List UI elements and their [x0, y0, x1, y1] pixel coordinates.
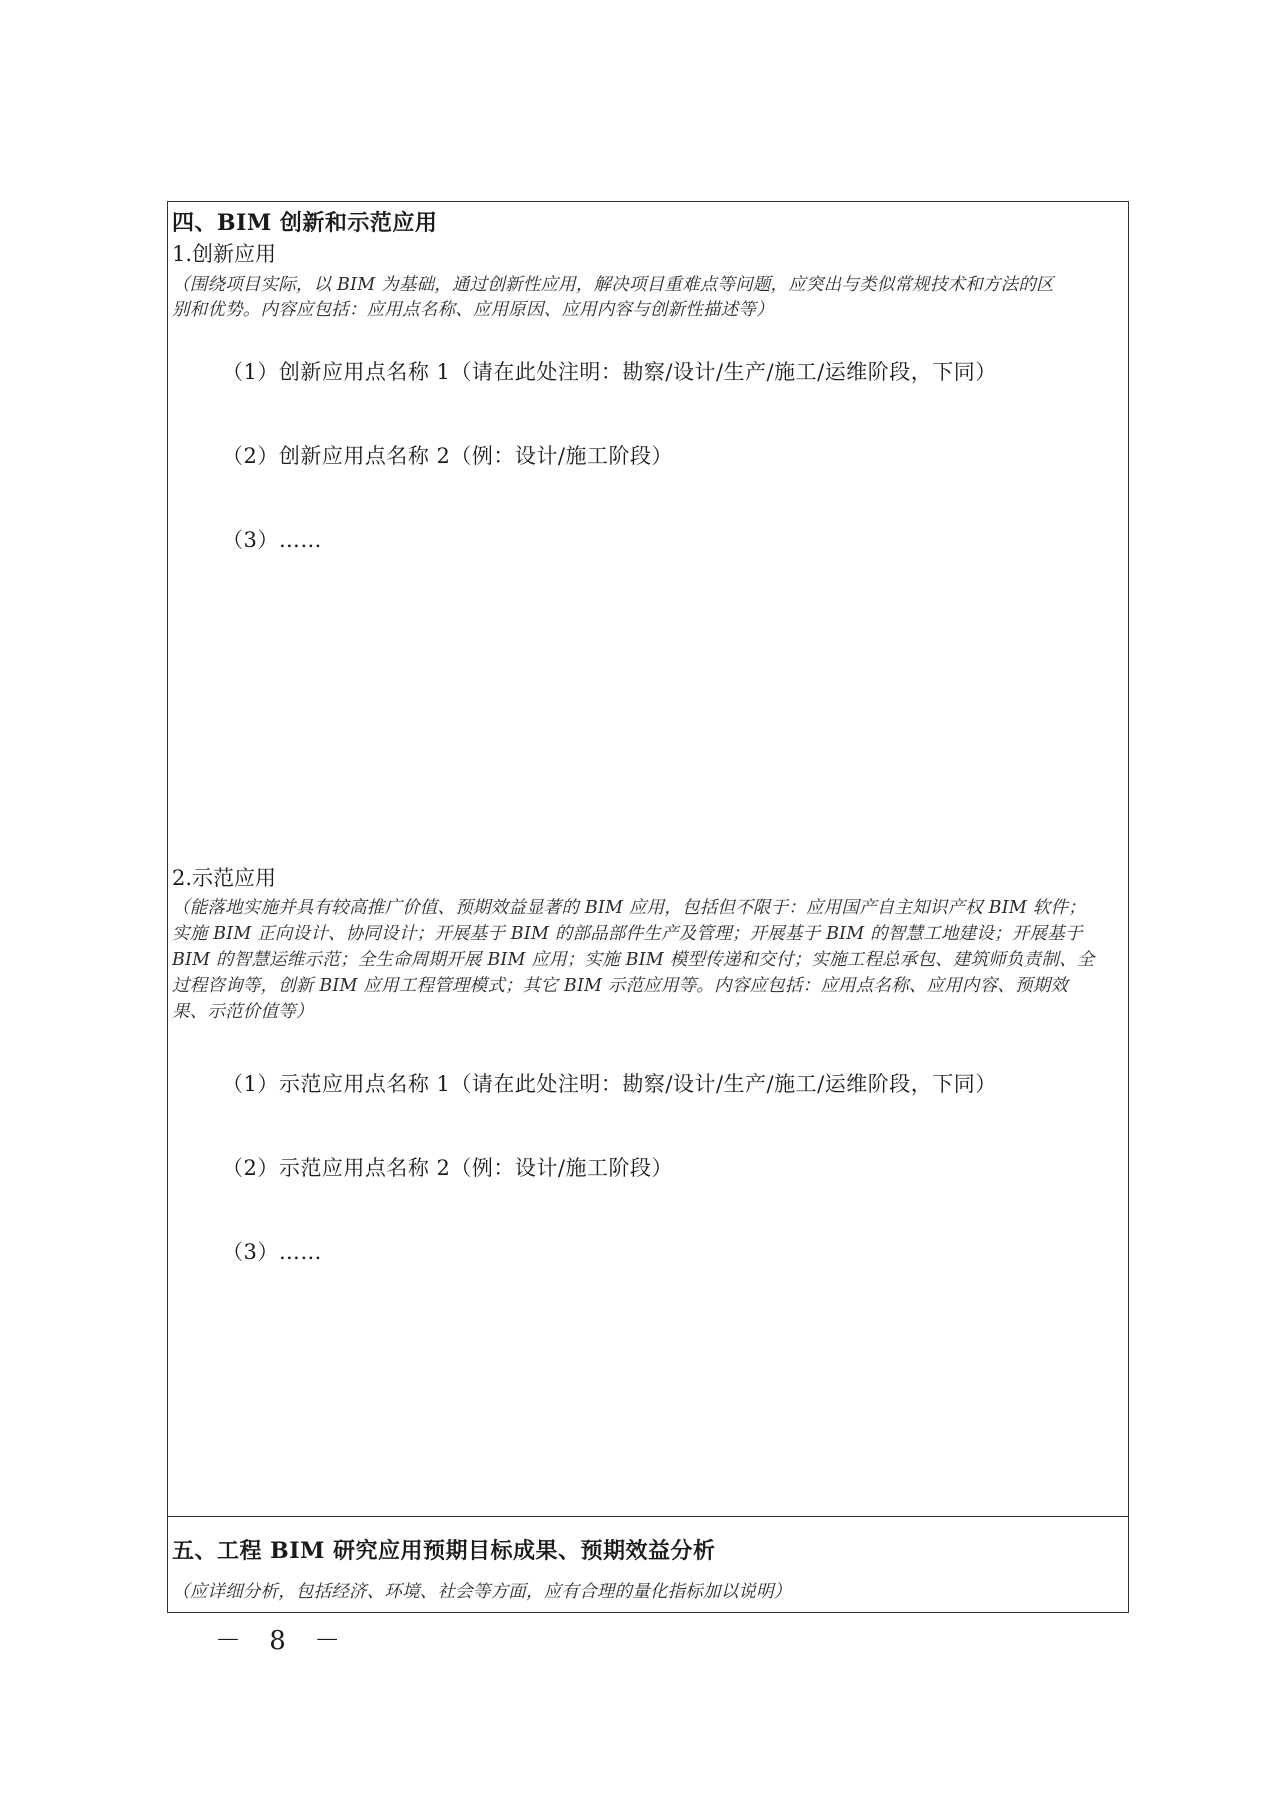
demonstration-title: 2.示范应用: [172, 866, 277, 890]
demonstration-item: （2）示范应用点名称 2（例：设计/施工阶段）: [222, 1156, 673, 1180]
demonstration-note-line: BIM 的智慧运维示范；全生命周期开展 BIM 应用；实施 BIM 模型传递和交付；实施工程总承包、建筑师负责制、全: [172, 950, 1095, 970]
demonstration-note-line: 过程咨询等，创新 BIM 应用工程管理模式；其它 BIM 示范应用等。内容应包括：应用点名称、应用内容、预期效: [172, 976, 1069, 996]
page-number: － 8 －: [215, 1626, 351, 1656]
section4-title: 四、BIM 创新和示范应用: [172, 210, 438, 236]
innovation-item: （2）创新应用点名称 2（例：设计/施工阶段）: [222, 444, 673, 468]
section-divider: [168, 1516, 1128, 1517]
innovation-item: （3）……: [222, 528, 322, 552]
innovation-note-line: （围绕项目实际，以 BIM 为基础，通过创新性应用，解决项目重难点等问题，应突出与类似常规技术和方法的区: [172, 275, 1054, 295]
innovation-title: 1.创新应用: [172, 242, 277, 266]
form-table: [167, 201, 1129, 1613]
demonstration-note-line: 实施 BIM 正向设计、协同设计；开展基于 BIM 的部品部件生产及管理；开展基于 BIM 的智慧工地建设；开展基于: [172, 924, 1083, 944]
section5-title: 五、工程 BIM 研究应用预期目标成果、预期效益分析: [172, 1538, 716, 1564]
demonstration-item: （1）示范应用点名称 1（请在此处注明：勘察/设计/生产/施工/运维阶段，下同）: [222, 1072, 997, 1096]
demonstration-note-line: （能落地实施并具有较高推广价值、预期效益显著的 BIM 应用，包括但不限于：应用国产自主知识产权 BIM 软件；: [172, 898, 1086, 918]
innovation-item: （1）创新应用点名称 1（请在此处注明：勘察/设计/生产/施工/运维阶段，下同）: [222, 360, 997, 384]
demonstration-item: （3）……: [222, 1240, 322, 1264]
demonstration-note-line: 果、示范价值等）: [172, 1002, 314, 1022]
innovation-note-line: 别和优势。内容应包括：应用点名称、应用原因、应用内容与创新性描述等）: [172, 300, 774, 320]
section5-note: （应详细分析，包括经济、环境、社会等方面，应有合理的量化指标加以说明）: [172, 1582, 792, 1602]
